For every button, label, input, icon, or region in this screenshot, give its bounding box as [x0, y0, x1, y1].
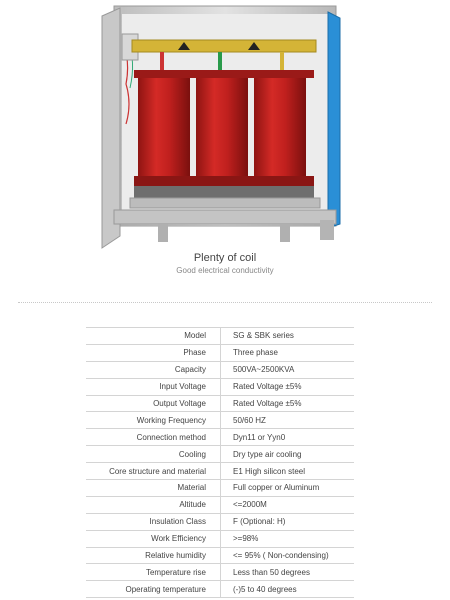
- spec-row: [86, 412, 354, 429]
- spec-value: Rated Voltage ±5%: [221, 395, 355, 412]
- spec-label: Material: [86, 480, 221, 497]
- spec-value: <=2000M: [221, 496, 355, 513]
- spec-row: [86, 378, 354, 395]
- spec-label: Working Frequency: [86, 412, 221, 429]
- spec-row: [86, 328, 354, 345]
- spec-value: Rated Voltage ±5%: [221, 378, 355, 395]
- spec-value: Dry type air cooling: [221, 446, 355, 463]
- spec-label: Input Voltage: [86, 378, 221, 395]
- spec-row: [86, 513, 354, 530]
- spec-value: Dyn11 or Yyn0: [221, 429, 355, 446]
- image-caption-subtitle: Good electrical conductivity: [176, 266, 274, 275]
- spec-label: Model: [86, 328, 221, 345]
- spec-row: [86, 429, 354, 446]
- specification-table: [86, 327, 354, 598]
- spec-label: Insulation Class: [86, 513, 221, 530]
- spec-label: Temperature rise: [86, 564, 221, 581]
- spec-value: (-)5 to 40 degrees: [221, 581, 355, 598]
- image-caption-title: Plenty of coil: [193, 252, 257, 264]
- spec-row: [86, 564, 354, 581]
- spec-row: [86, 463, 354, 480]
- spec-row: [86, 547, 354, 564]
- spec-label: Work Efficiency: [86, 530, 221, 547]
- spec-label: Capacity: [86, 361, 221, 378]
- spec-label: Core structure and material: [86, 463, 221, 480]
- spec-row: [86, 581, 354, 598]
- spec-value: Full copper or Aluminum: [221, 480, 355, 497]
- spec-value: 50/60 HZ: [221, 412, 355, 429]
- spec-label: Cooling: [86, 446, 221, 463]
- spec-label: Altitude: [86, 496, 221, 513]
- spec-value: 500VA~2500KVA: [221, 361, 355, 378]
- transformer-product-image: [100, 4, 346, 260]
- spec-row: [86, 530, 354, 547]
- spec-value: >=98%: [221, 530, 355, 547]
- spec-label: Relative humidity: [86, 547, 221, 564]
- spec-value: SG & SBK series: [221, 328, 355, 345]
- spec-row: [86, 395, 354, 412]
- section-divider: [18, 302, 432, 303]
- spec-label: Operating temperature: [86, 581, 221, 598]
- spec-value: <= 95% ( Non-condensing): [221, 547, 355, 564]
- spec-row: [86, 344, 354, 361]
- spec-value: Less than 50 degrees: [221, 564, 355, 581]
- spec-label: Phase: [86, 344, 221, 361]
- spec-value: E1 High silicon steel: [221, 463, 355, 480]
- spec-label: Connection method: [86, 429, 221, 446]
- spec-row: [86, 496, 354, 513]
- spec-row: [86, 480, 354, 497]
- spec-row: [86, 361, 354, 378]
- spec-row: [86, 446, 354, 463]
- spec-value: Three phase: [221, 344, 355, 361]
- spec-label: Output Voltage: [86, 395, 221, 412]
- spec-value: F (Optional: H): [221, 513, 355, 530]
